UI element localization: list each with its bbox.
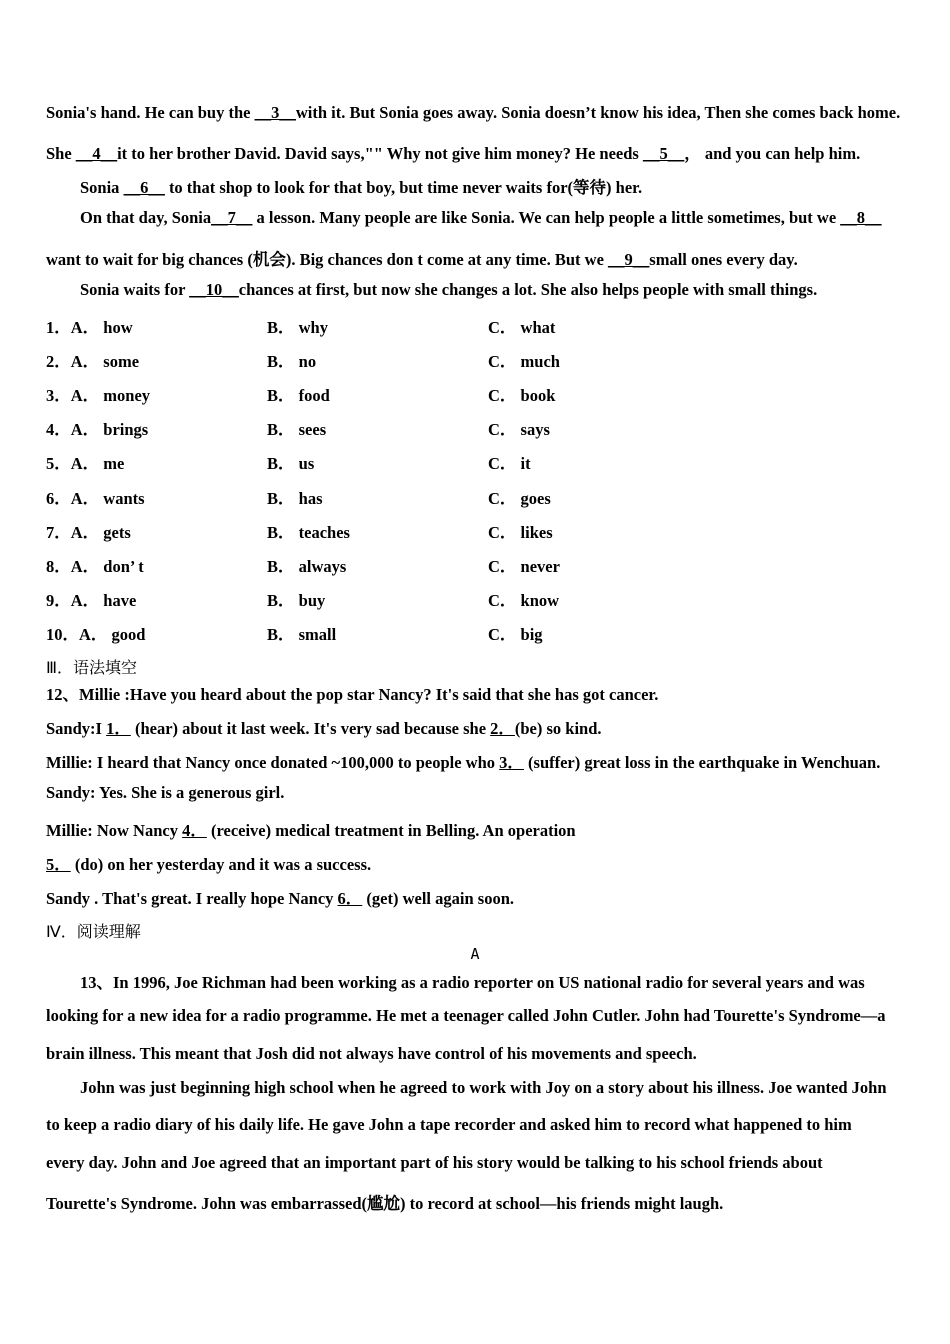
blank-9: __9__: [608, 250, 650, 269]
passage-line-3: [80, 174, 642, 198]
option-a: 2．A． some: [46, 352, 140, 371]
option-a: 4．A． brings: [46, 420, 149, 439]
option-b: B． teaches: [267, 523, 350, 542]
option-a: 8．A． don’ t: [46, 557, 144, 576]
grammar-line-3: Millie: I heard that Nancy once donated ~100,000 to people who 3． (suffer) great loss in the earthquake in Wenchuan.: [46, 753, 881, 772]
grammar-line-4: Sandy: Yes. She is a generous girl.: [46, 783, 285, 802]
option-c: C． likes: [488, 523, 553, 542]
passage-label: A: [470, 945, 480, 963]
option-c: C． never: [488, 557, 560, 576]
option-a: 6．A． wants: [46, 489, 145, 508]
text: a lesson. Many people are like Sonia. We can help people a little sometimes, but we: [252, 208, 841, 227]
text: it to her brother David. David says,"" Why not give him money? He needs: [117, 144, 643, 163]
section-heading: Ⅲ．语法填空: [46, 658, 138, 677]
blank-6: 6．: [337, 889, 363, 908]
grammar-line-7: Sandy . That's great. I really hope Nancy 6． (get) well again soon.: [46, 889, 514, 908]
reading-line: looking for a new idea for a radio programme. He met a teenager called John Cutler. John had Tourette's Syndrome—a: [46, 1006, 886, 1025]
text: She: [46, 144, 76, 163]
option-b: B． food: [267, 386, 330, 405]
option-a: 9．A． have: [46, 591, 137, 610]
text: ， and you can help him.: [684, 144, 861, 163]
text: want to wait for big chances (机会). Big chances don t come at any time. But we: [46, 250, 609, 269]
text: small ones every day.: [649, 250, 798, 269]
option-b: B． buy: [267, 591, 326, 610]
option-c: C． goes: [488, 489, 551, 508]
text: Sonia: [80, 178, 124, 197]
blank-8: __8__: [840, 208, 882, 227]
option-c: C． know: [488, 591, 560, 610]
text: Sonia's hand. He can buy the: [46, 103, 255, 122]
blank-5: 5．: [46, 855, 71, 874]
text: Sonia waits for: [80, 280, 190, 299]
option-a: 1．A． how: [46, 318, 133, 337]
blank-2: 2．: [490, 719, 515, 738]
option-a: 3．A． money: [46, 386, 151, 405]
grammar-line-6: 5． (do) on her yesterday and it was a success.: [46, 855, 372, 874]
reading-line: 13、In 1996, Joe Richman had been working as a radio reporter on US national radio for several years and was: [80, 973, 865, 992]
reading-line: Tourette's Syndrome. John was embarrassed(尴尬) to record at school—his friends might laugh.: [46, 1194, 724, 1213]
option-c: C． says: [488, 420, 550, 439]
blank-4: __4__: [75, 144, 118, 163]
text: to that shop to look for that boy, but time never waits for(等待) her.: [164, 178, 643, 197]
option-b: B． sees: [267, 420, 327, 439]
option-b: B． why: [267, 318, 328, 337]
section-heading: Ⅳ．阅读理解: [46, 922, 141, 941]
text: On that day, Sonia: [80, 208, 212, 227]
option-c: C． what: [488, 318, 556, 337]
blank-5: __5__: [642, 144, 685, 163]
reading-line: to keep a radio diary of his daily life. He gave John a tape recorder and asked him to record what happened to him: [46, 1115, 852, 1134]
blank-4: 4．: [182, 821, 207, 840]
grammar-line-1: 12、Millie :Have you heard about the pop star Nancy? It's said that she has got cancer.: [46, 685, 659, 704]
reading-line: John was just beginning high school when he agreed to work with Joy on a story about his illness. Joe wanted John: [80, 1078, 887, 1097]
option-b: B． has: [267, 489, 323, 508]
option-a: 5．A． me: [46, 454, 125, 473]
grammar-line-2: Sandy:I 1． (hear) about it last week. It's very sad because she 2．(be) so kind.: [46, 719, 602, 738]
blank-3: 3．: [499, 753, 524, 772]
text: chances at first, but now she changes a lot. She also helps people with small things.: [238, 280, 818, 299]
text: with it. But Sonia goes away. Sonia doesn’t know his idea, Then she comes back home.: [295, 103, 901, 122]
blank-7: __7__: [211, 208, 253, 227]
option-c: C． book: [488, 386, 556, 405]
reading-line: every day. John and Joe agreed that an important part of his story would be talking to his school friends about: [46, 1153, 823, 1172]
option-c: C． it: [488, 454, 531, 473]
option-b: B． small: [267, 625, 337, 644]
blank-6: __6__: [123, 178, 165, 197]
option-c: C． big: [488, 625, 543, 644]
option-a: 7．A． gets: [46, 523, 131, 542]
option-c: C． much: [488, 352, 560, 371]
passage-line-1: [46, 103, 900, 123]
blank-10: __10__: [189, 280, 239, 299]
passage-line-2: [46, 140, 860, 164]
reading-line: brain illness. This meant that Josh did not always have control of his movements and speech.: [46, 1044, 697, 1063]
option-b: B． no: [267, 352, 317, 371]
option-b: B． us: [267, 454, 315, 473]
option-a: 10．A． good: [46, 625, 146, 644]
passage-line-6: [80, 280, 817, 300]
grammar-line-5: Millie: Now Nancy 4． (receive) medical treatment in Belling. An operation: [46, 821, 576, 840]
blank-3: __3__: [254, 103, 296, 122]
option-b: B． always: [267, 557, 347, 576]
passage-line-4: [80, 208, 882, 228]
passage-line-5: [46, 246, 798, 270]
blank-1: 1．: [106, 719, 131, 738]
